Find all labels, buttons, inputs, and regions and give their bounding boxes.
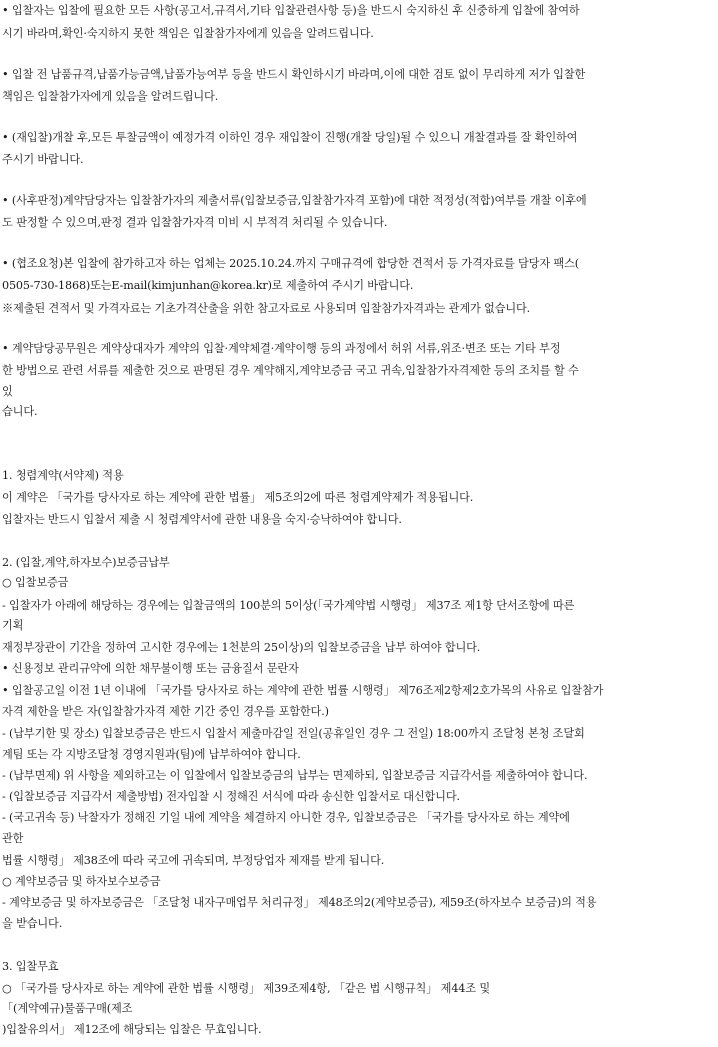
document-line: • 입찰 전 납품규격,납품가능금액,납품가능여부 등을 반드시 확인하시기 바라며,이에 대한 검토 없이 무리하게 저가 입찰한 (2, 68, 586, 81)
document-line: 도 판정할 수 있으며,판정 결과 입찰참가자격 미비 시 부적격 처리될 수 있습니다. (2, 216, 388, 229)
document-line: 법률 시행령」 제38조에 따라 국고에 귀속되며, 부정당업자 제재를 받게 됩니다. (2, 854, 385, 867)
document-line: ○ 「국가를 당사자로 하는 계약에 관한 법률 시행령」 제39조제4항, 「같은 법 시행규칙」 제44조 및 (2, 982, 490, 995)
document-line: 시기 바라며,확인·숙지하지 못한 책임은 입찰참가자에게 있음을 알려드립니다. (2, 27, 374, 40)
document-line: 책임은 입찰참가자에게 있음을 알려드립니다. (2, 90, 219, 103)
document-line: ○ 계약보증금 및 하자보수보증금 (2, 875, 161, 888)
document-line: 계팀 또는 각 지방조달청 경영지원과(팀)에 납부하여야 합니다. (2, 748, 301, 761)
document-line: 자격 제한을 받은 자(입찰참가자격 제한 기간 중인 경우를 포함한다.) (2, 705, 329, 718)
document-line: 을 받습니다. (2, 917, 63, 930)
document-line: • (재입찰)개찰 후,모든 투찰금액이 예정가격 이하인 경우 재입찰이 진행(개찰 당일)될 수 있으니 개찰결과를 잘 확인하여 (2, 131, 578, 144)
document-line: 있 (2, 385, 13, 398)
document-line: 이 계약은 「국가를 당사자로 하는 계약에 관한 법률」 제5조의2에 따른 청렴계약제가 적용됩니다. (2, 491, 474, 504)
document-line: • 입찰공고일 이전 1년 이내에 「국가를 당사자로 하는 계약에 관한 법률 시행령」 제76조제2항제2호가목의 사유로 입찰참가 (2, 684, 604, 697)
document-line: - (입찰보증금 지급각서 제출방법) 전자입찰 시 정해진 서식에 따라 송신한 입찰서로 대신합니다. (2, 790, 460, 803)
document-line: - 입찰자가 아래에 해당하는 경우에는 입찰금액의 100분의 5이상(「국가계약법 시행령」 제37조 제1항 단서조항에 따른 (2, 599, 575, 612)
document-line: 입찰자는 반드시 입찰서 제출 시 청렴계약서에 관한 내용을 숙지·승낙하여야 합니다. (2, 513, 402, 526)
document-line: - 계약보증금 및 하자보증금은 「조달청 내자구매업무 처리규정」 제48조의2(계약보증금), 제59조(하자보수 보증금)의 적용 (2, 896, 597, 909)
document-line: - (국고귀속 등) 낙찰자가 정해진 기일 내에 계약을 체결하지 아니한 경우, 입찰보증금은 「국가를 당사자로 하는 계약에 (2, 811, 570, 824)
document-line: 재정부장관이 기간을 정하여 고시한 경우에는 1천분의 25이상)의 입찰보증금을 납부 하여야 합니다. (2, 641, 481, 654)
document-line: 「(계약예규)물품구매(제조 (2, 1002, 133, 1015)
document-line: • (협조요청)본 입찰에 참가하고자 하는 업체는 2025.10.24.까지 구매규격에 합당한 견적서 등 가격자료를 담당자 팩스( (2, 257, 579, 270)
document-line: - (납부면제) 위 사항을 제외하고는 이 입찰에서 입찰보증금의 납부는 면제하되, 입찰보증금 지급각서를 제출하여야 합니다. (2, 769, 588, 782)
document-line: 0505-730-1868)또는E-mail(kimjunhan@korea.kr)로 제출하여 주시기 바랍니다. (2, 279, 414, 292)
document-line: • 계약담당공무원은 계약상대자가 계약의 입찰·계약체결·계약이행 등의 과정에서 허위 서류,위조·변조 또는 기타 부정 (2, 342, 561, 355)
document-line: 주시기 바랍니다. (2, 153, 84, 166)
document-line: - (납부기한 및 장소) 입찰보증금은 반드시 입찰서 제출마감일 전일(공휴일인 경우 그 전일) 18:00까지 조달청 본청 조달회 (2, 727, 585, 740)
document-line: • 입찰자는 입찰에 필요한 모든 사항(공고서,규격서,기타 입찰관련사항 등)을 반드시 숙지하신 후 신중하게 입찰에 참여하 (2, 4, 580, 17)
document-line: )입찰유의서」 제12조에 해당되는 입찰은 무효입니다. (2, 1023, 262, 1036)
document-line: 3. 입찰무효 (2, 960, 59, 973)
document-line: ※제출된 견적서 및 가격자료는 기초가격산출을 위한 참고자료로 사용되며 입찰참가자격과는 관계가 없습니다. (2, 302, 531, 315)
document-line: • 신용정보 관리규약에 의한 채무불이행 또는 금융질서 문란자 (2, 662, 299, 675)
document-line: • (사후판정)계약담당자는 입찰참가자의 제출서류(입찰보증금,입찰참가자격 포함)에 대한 적정성(적합)여부를 개찰 이후에 (2, 194, 587, 207)
document-line: 관한 (2, 832, 24, 845)
document-line: 기획 (2, 619, 24, 632)
document-line: 1. 청렴계약(서약제) 적용 (2, 469, 124, 482)
document-line: ○ 입찰보증금 (2, 576, 69, 589)
document-line: 2. (입찰,계약,하자보수)보증금납부 (2, 556, 170, 569)
document-line: 습니다. (2, 405, 38, 418)
document-line: 한 방법으로 관련 서류를 제출한 것으로 판명된 경우 계약해지,계약보증금 국고 귀속,입찰참가자격제한 등의 조치를 할 수 (2, 364, 579, 377)
